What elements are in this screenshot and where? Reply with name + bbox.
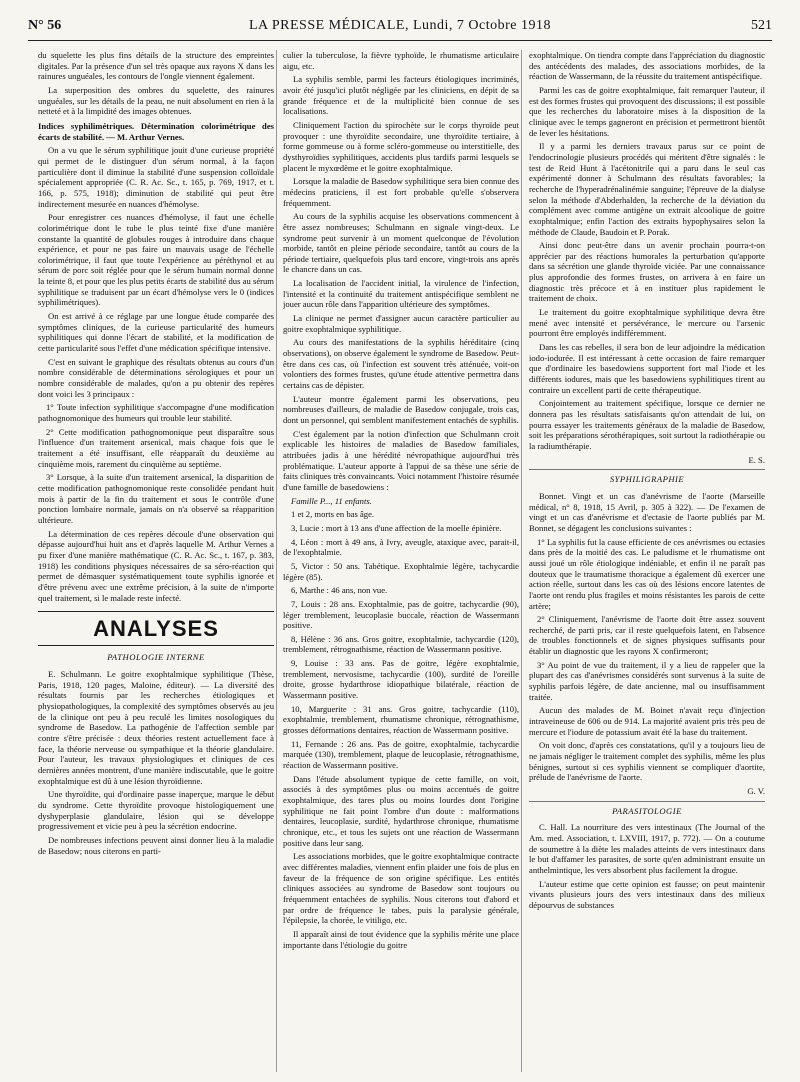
list-item: 3° Lorsque, à la suite d'un traitement arsenical, la disparition de cette modification pathognomonique reste consolidée pendant huit mois à partir de la fin du traitement et sous le contrôle d'une ponction lombaire normale, jamais on n'a observé sa réapparition ultérieure.: [38, 472, 274, 525]
paragraph: On est arrivé à ce réglage par une longue étude comparée des symptômes cliniques, de la curieuse particularité des humeurs syphilitiques qui donne l'écart de stabilité, et la modification de cette particularité sous l'effet d'une médication spécifique intensive.: [38, 311, 274, 354]
family-list: [283, 496, 519, 771]
paragraph: On voit donc, d'après ces constatations, qu'il y a toujours lieu de ne jamais négliger le traitement complet des syphilis, même les plus bénignes, surtout si ces syphilis viennent se compliquer d'aortite, prélude de l'anévrisme de l'aorte.: [529, 740, 765, 783]
paragraph: Il y a parmi les derniers travaux parus sur ce point de l'endocrinologie plusieurs procédés qui méritent d'être signalés : le test de Reid Hunt à l'acétonitrile qui a paru dans le seul cas expérimenté donner à Schulmann des résultats favorables; la recherche de l'hyperadrénalinémie sanguine; l'épreuve de la dialyse selon la méthode d'Abderhalden, la recherche de la déviation du complément avec comme antigène un extrait alcoolique de goitre exophtalmique; enfin l'action des extraits hypophysaires selon la méthode de Claude, Baudoin et P. Porak.: [529, 141, 765, 237]
paragraph: L'auteur estime que cette opinion est fausse; on peut maintenir vivants plusieurs jours des vers intestinaux dans des milieux dépourvus de substances: [529, 878, 765, 910]
list-item: 5, Victor : 50 ans. Tabétique. Exophtalmie légère, tachycardie légère (85).: [283, 560, 519, 582]
paragraph: Les associations morbides, que le goitre exophtalmique contracte avec différentes maladies, viennent enfin plaider une fois de plus en faveur de la fréquence de son origine spécifique. Les entités cliniques associées au syndrome de Basedow sont toujours ou fréquemment entachées de syphilis. Nous citerons tout d'abord et par ordre de fréquence le tabes, puis la paralysie générale, l'épilepsie, la chorée, le vitiligo, etc.: [283, 851, 519, 926]
paragraph: Une thyroïdite, qui d'ordinaire passe inaperçue, marque le début du syndrome. Cette thyroïdite provoque histologiquement une dyshyperplasie glandulaire, lésion qui se développe progressivement et vicie peu à peu la sécrétion endocrine.: [38, 789, 274, 832]
column-divider: [276, 50, 277, 1072]
paragraph: La détermination de ces repères découle d'une observation qui dépasse aujourd'hui huit ans et d'après laquelle M. Arthur Vernes a pu fixer d'une manière mathématique (C. R. Ac. Sc., t. 167, p. 383, 1918) les conditions physiques nécessaires de sa séro-réaction qui permet de démasquer systématiquement toute syphilis ignorée et d'être prévenu avec une extrême précision, à la suite de n'importe quel traitement, si le malade reste infecté.: [38, 528, 274, 603]
paragraph: La superposition des ombres du squelette, des rainures unguéales, sur les détails de la peau, ne nuit absolument en rien à la netteté et à la limpidité des images obtenues.: [38, 84, 274, 117]
list-item: 2° Cette modification pathognomonique peut disparaître sous l'influence d'un traitement arsenical, mais chaque fois que le traitement a été insuffisant, elle réapparaît du deuxième au cinquième mois, rarement du cinquième au septième.: [38, 426, 274, 469]
column-3: [529, 50, 765, 1075]
numbered-list: [529, 537, 765, 703]
paragraph: La localisation de l'accident initial, la virulence de l'infection, l'intensité et la continuité du traitement antispécifique semblent ne jouer aucun rôle dans l'apparition ultérieure des symptômes.: [283, 278, 519, 310]
paragraph: De nombreuses infections peuvent ainsi donner lieu à la maladie de Basedow; nous citerons en parti-: [38, 834, 274, 856]
section-subhead: PARASITOLOGIE: [529, 801, 765, 817]
paragraph: Cliniquement l'action du spirochète sur le corps thyroïde peut provoquer : une thyroïdite secondaire, une thyroïdite tertiaire, à forme gommeuse ou à forme scléro-gommeuse ou interstitielle, des dysthyroïdies syphilitiques, accidents plus tardifs parmi lesquels se placent le myxœdème et le goitre exophtalmique.: [283, 119, 519, 173]
list-item: 9, Louise : 33 ans. Pas de goitre, légère exophtalmie, tremblement, nervosisme, tachycardie (100), surdité de l'oreille droite, grosse hydarthrose idiopathique bilatérale, réaction de Wassermann positive.: [283, 658, 519, 701]
paragraph: Il apparaît ainsi de tout évidence que la syphilis mérite une place importante dans l'étiologie du goitre: [283, 928, 519, 950]
journal-title: LA PRESSE MÉDICALE, Lundi, 7 Octobre 1918: [248, 18, 552, 33]
page-number: 521: [751, 18, 772, 33]
list-item: 4, Léon : mort à 49 ans, à Ivry, aveugle, ataxique avec, parait-il, de l'exophtalmie.: [283, 536, 519, 558]
analyses-banner: ANALYSES: [38, 611, 274, 646]
list-item: 10, Marguerite : 31 ans. Gros goitre, tachycardie (110), exophtalmie, tremblement, rhumatisme chronique, rétrognathisme, grosses déformations dentaires, réaction de Wassermann positive.: [283, 703, 519, 736]
paragraph: La syphilis semble, parmi les facteurs étiologiques incriminés, avoir été jusqu'ici plutôt négligée par les cliniciens, en dépit de sa grande fréquence et de la multiplicité bien connue de ses localisations.: [283, 74, 519, 117]
paragraph: C'est également par la notion d'infection que Schulmann croit explicable les histoires de maladies de Basedow familiales, attribuées jadis à une hérédité névropathique aujourd'hui très problématique. L'auteur apporte à l'appui de sa thèse une série de faits cliniques très convaincants. Voici notamment l'histoire résumée d'une famille de basedowiens :: [283, 428, 519, 492]
paragraph: C. Hall. La nourriture des vers intestinaux (The Journal of the Am. med. Association, t. LXVIII, 1917, p. 772). — On a coutume de soumettre à la diète les malades atteints de vers intestinaux dans le but d'affamer les parasites, de sorte qu'en administrant ensuite un anthelmintique, les vers absorbent plus facilement la drogue.: [529, 822, 765, 875]
column-divider: [521, 50, 522, 1072]
list-item: 8, Hélène : 36 ans. Gros goitre, exophtalmie, tachycardie (120), tremblement, rétrognathisme, réaction de Wassermann positive.: [283, 633, 519, 655]
paragraph: exophtalmique. On tiendra compte dans l'appréciation du diagnostic des antécédents des malades, des associations morbides, de la réaction de Wassermann, de la réussite du traitement antispécifique.: [529, 50, 765, 82]
list-item: 7, Louis : 28 ans. Exophtalmie, pas de goitre, tachycardie (90), léger tremblement, leucoplasie buccale, réaction de Wassermann positive.: [283, 598, 519, 631]
paragraph: Pour enregistrer ces nuances d'hémolyse, il faut une échelle colorimétrique dont le tube le plus teinté fixe d'une manière constante la quantité de globules rouges à introduire dans chaque expérience, et pour ne pas faire un mauvais usage de l'échelle colorimétrique, il faut que toute l'expérience au péréthynol et au sérum de porc soit réglée pour que le sérum humain normal donne la teinte 8, et pour que les plus petits écarts de stabilité dus au sérum syphilitique se traduisent par un écart d'hémolyse vers le 0 (indices syphilimétriques).: [38, 212, 274, 308]
paragraph: L'auteur montre également parmi les observations, peu nombreuses d'ailleurs, de maladie de Basedow conjugale, trois cas, dont un personnel, qui semblent manifestement entachés de syphilis.: [283, 393, 519, 425]
issue-number: N° 56: [28, 18, 62, 33]
column-1: [38, 50, 274, 1075]
column-2: [283, 50, 519, 1075]
list-item: 3, Lucie : mort à 13 ans d'une affection de la moelle épinière.: [291, 522, 502, 533]
list-item: 11, Fernande : 26 ans. Pas de goitre, exophtalmie, tachycardie marquée (130), tremblement, plaque de leucoplasie, rétrognathisme, réaction de Wassermann positive.: [283, 738, 519, 771]
list-item: 1° La syphilis fut la cause efficiente de ces anévrismes ou ectasies dans près de la moitié des cas. Le paludisme et le rhumatisme ont aussi joué un rôle étiologique indéniable, et enfin il ne paraît pas douteux que le traumatisme thoracique a également dû exercer une action réelle, surtout dans les cas où des lésions encore latentes de l'aorte ont rendu plus fragiles et moins résistantes les parois de cette artère;: [529, 536, 765, 611]
list-item: 1° Toute infection syphilitique s'accompagne d'une modification pathognomonique des humeurs qui trouble leur stabilité.: [38, 402, 274, 423]
list-item: 3° Au point de vue du traitement, il y a lieu de rappeler que la plupart des cas d'anévrismes considérés sont survenus à la suite de syphilis parfois légère, de date ancienne, mal ou insuffisamment traitée.: [529, 659, 765, 702]
paragraph: Au cours des manifestations de la syphilis héréditaire (cinq observations), on observe également le syndrome de Basedow. Peut-être dans ces cas, où l'infection est souvent très atténuée, voit-on volontiers des formes frustes, qu'une étude attentive permettra dans certains cas de dépister.: [283, 337, 519, 391]
list-item: 2° Cliniquement, l'anévrisme de l'aorte doit être assez souvent recherché, de parti pris, car il reste quelquefois latent, en l'absence de troubles fonctionnels et de signes physiques suffisants pour établir un diagnostic que les rayons X confirmeront;: [529, 614, 765, 657]
paragraph: Aucun des malades de M. Boinet n'avait reçu d'injection intraveineuse de 606 ou de 914. La majorité avaient pris très peu de mercure et l'iodure de potassium avait été la base du traitement.: [529, 705, 765, 737]
signature: E. S.: [748, 454, 765, 465]
signature: G. V.: [747, 786, 765, 796]
paragraph: Au cours de la syphilis acquise les observations commencent à être assez nombreuses; Schulmann en signale vingt-deux. Le syndrome peut survenir à un moment quelconque de l'évolution morbide, tantôt en pleine période secondaire, tantôt au cours de la période tertiaire, quelquefois plus tard encore, vingt-trois ans après le chancre dans un cas.: [283, 211, 519, 275]
paragraph: Lorsque la maladie de Basedow syphilitique sera bien connue des médecins praticiens, il est fort probable qu'elle s'observera fréquemment.: [283, 176, 519, 208]
paragraph: Conjointement au traitement spécifique, lorsque ce dernier ne donnera pas les résultats satisfaisants qu'on attendait de lui, on pourra essayer les traitements généraux de la maladie de Basedow, soit les préparations sérothérapiques, soit surtout la radiothérapie ou la radiumthérapie.: [529, 398, 765, 451]
paragraph: du squelette les plus fins détails de la structure des empreintes digitales. Par la présence d'un sel très opaque aux rayons X dans les rainures unguéales, les contours de l'ongle viennent également.: [38, 50, 274, 82]
paragraph: C'est en suivant le graphique des résultats obtenus au cours d'un nombre considérable de déterminations sérologiques et pour un nombre considérable de malades, qu'on a pu obtenir des repères dont voici les 3 principaux :: [38, 356, 274, 399]
paragraph: La clinique ne permet d'assigner aucun caractère particulier au goitre exophtalmique syphilitique.: [283, 313, 519, 334]
paragraph: E. Schulmann. Le goitre exophtalmique syphilitique (Thèse, Paris, 1918, 120 pages, Maloine, éditeur). — La diversité des résultats fournis par les recherches étiologiques et physiopathologiques, la complexité des symptômes observés au jeu de la clinique ont peu à peu reculé les limites nosologiques du syndrome de Basedow. La pathogénie de l'affection semble par contre s'être précisée : deux théories restent actuellement face à face, la théorie nerveuse ou sympathique et la théorie glandulaire. Pour l'auteur, les travaux physiologiques et cliniques de ces dernières années montrent, d'une manière indiscutable, que le goitre exophtalmique est dû à une lésion thyroïdienne.: [38, 669, 274, 786]
section-title: Indices syphilimétriques. Détermination colorimétrique des écarts de stabilité. — M. Arthur Vernes.: [38, 120, 274, 142]
section-subhead: PATHOLOGIE INTERNE: [107, 652, 205, 663]
paragraph: Bonnet. Vingt et un cas d'anévrisme de l'aorte (Marseille médical, n° 8, 1918, 15 Avril, p. 305 à 322). — De l'examen de vingt et un cas d'anévrisme et d'ectasie de l'aorte publiés par M. Bonnet, se dégagent les conclusions suivantes :: [529, 490, 765, 533]
list-item: 6, Marthe : 46 ans, non vue.: [291, 585, 388, 596]
paragraph: Dans les cas rebelles, il sera bon de leur adjoindre la médication iodo-iodurée. Il est intéressant à cette occasion de faire remarquer que d'ordinaire les basedowiens supportent fort mal l'iode et les différents iodures, mais que les basedowiens syphilitiques tirent au contraire un excellent parti de cette thérapeutique.: [529, 342, 765, 395]
paragraph: On a vu que le sérum syphilitique jouit d'une curieuse propriété qui permet de le distinguer d'un sérum normal, à la façon particulière dont il diminue la stabilité d'une suspension colloïdale spécialement appropriée (C. R. Ac. Sc., t. 165, p. 769, 1917, et t. 166, p. 575, 1918); diminution de stabilité qui peut être indirectement mesurée en nuances d'hémolyse.: [38, 145, 274, 209]
list-item: Famille P..., 11 enfants.: [291, 495, 372, 506]
paragraph: culier la tuberculose, la fièvre typhoïde, le rhumatisme articulaire aigu, etc.: [283, 50, 519, 71]
list-item: 1 et 2, morts en bas âge.: [291, 509, 375, 520]
paragraph: Ainsi donc peut-être dans un avenir prochain pourra-t-on apprécier par des réactions humorales la perturbation qu'apporte dans sa sécrétion une glande thyroïde viciée. Par une connaissance plus approfondie des formes frustes, on arrivera à en faire un diagnostic très précoce et à en instituer plus rapidement le traitement de choix.: [529, 240, 765, 304]
section-subhead: SYPHILIGRAPHIE: [529, 469, 765, 485]
page-header: [28, 14, 772, 41]
paragraph: Parmi les cas de goitre exophtalmique, fait remarquer l'auteur, il est des formes frustes qui provoquent des discussions; il est possible que les recherches du laboratoire mises à la disposition de la clinique avec le temps gagneront en précision et permettront bientôt de lever les hésitations.: [529, 84, 765, 138]
paragraph: Dans l'étude absolument typique de cette famille, on voit, associés à des symptômes plus ou moins accentués de goitre exophtalmique, des tares plus ou moins lourdes dont l'origine syphilitique ne fait point l'ombre d'un doute : malformations dentaires, leucoplasie, surdité, hydarthrose chronique, rhumatisme chronique, etc., et tous les sujets ont une réaction de Wassermann positive dans leur sang.: [283, 773, 519, 848]
numbered-list: [38, 402, 274, 525]
paragraph: Le traitement du goitre exophtalmique syphilitique devra être mené avec intensité et persévérance, le mercure ou l'arsenic pourront être employés indifféremment.: [529, 307, 765, 339]
